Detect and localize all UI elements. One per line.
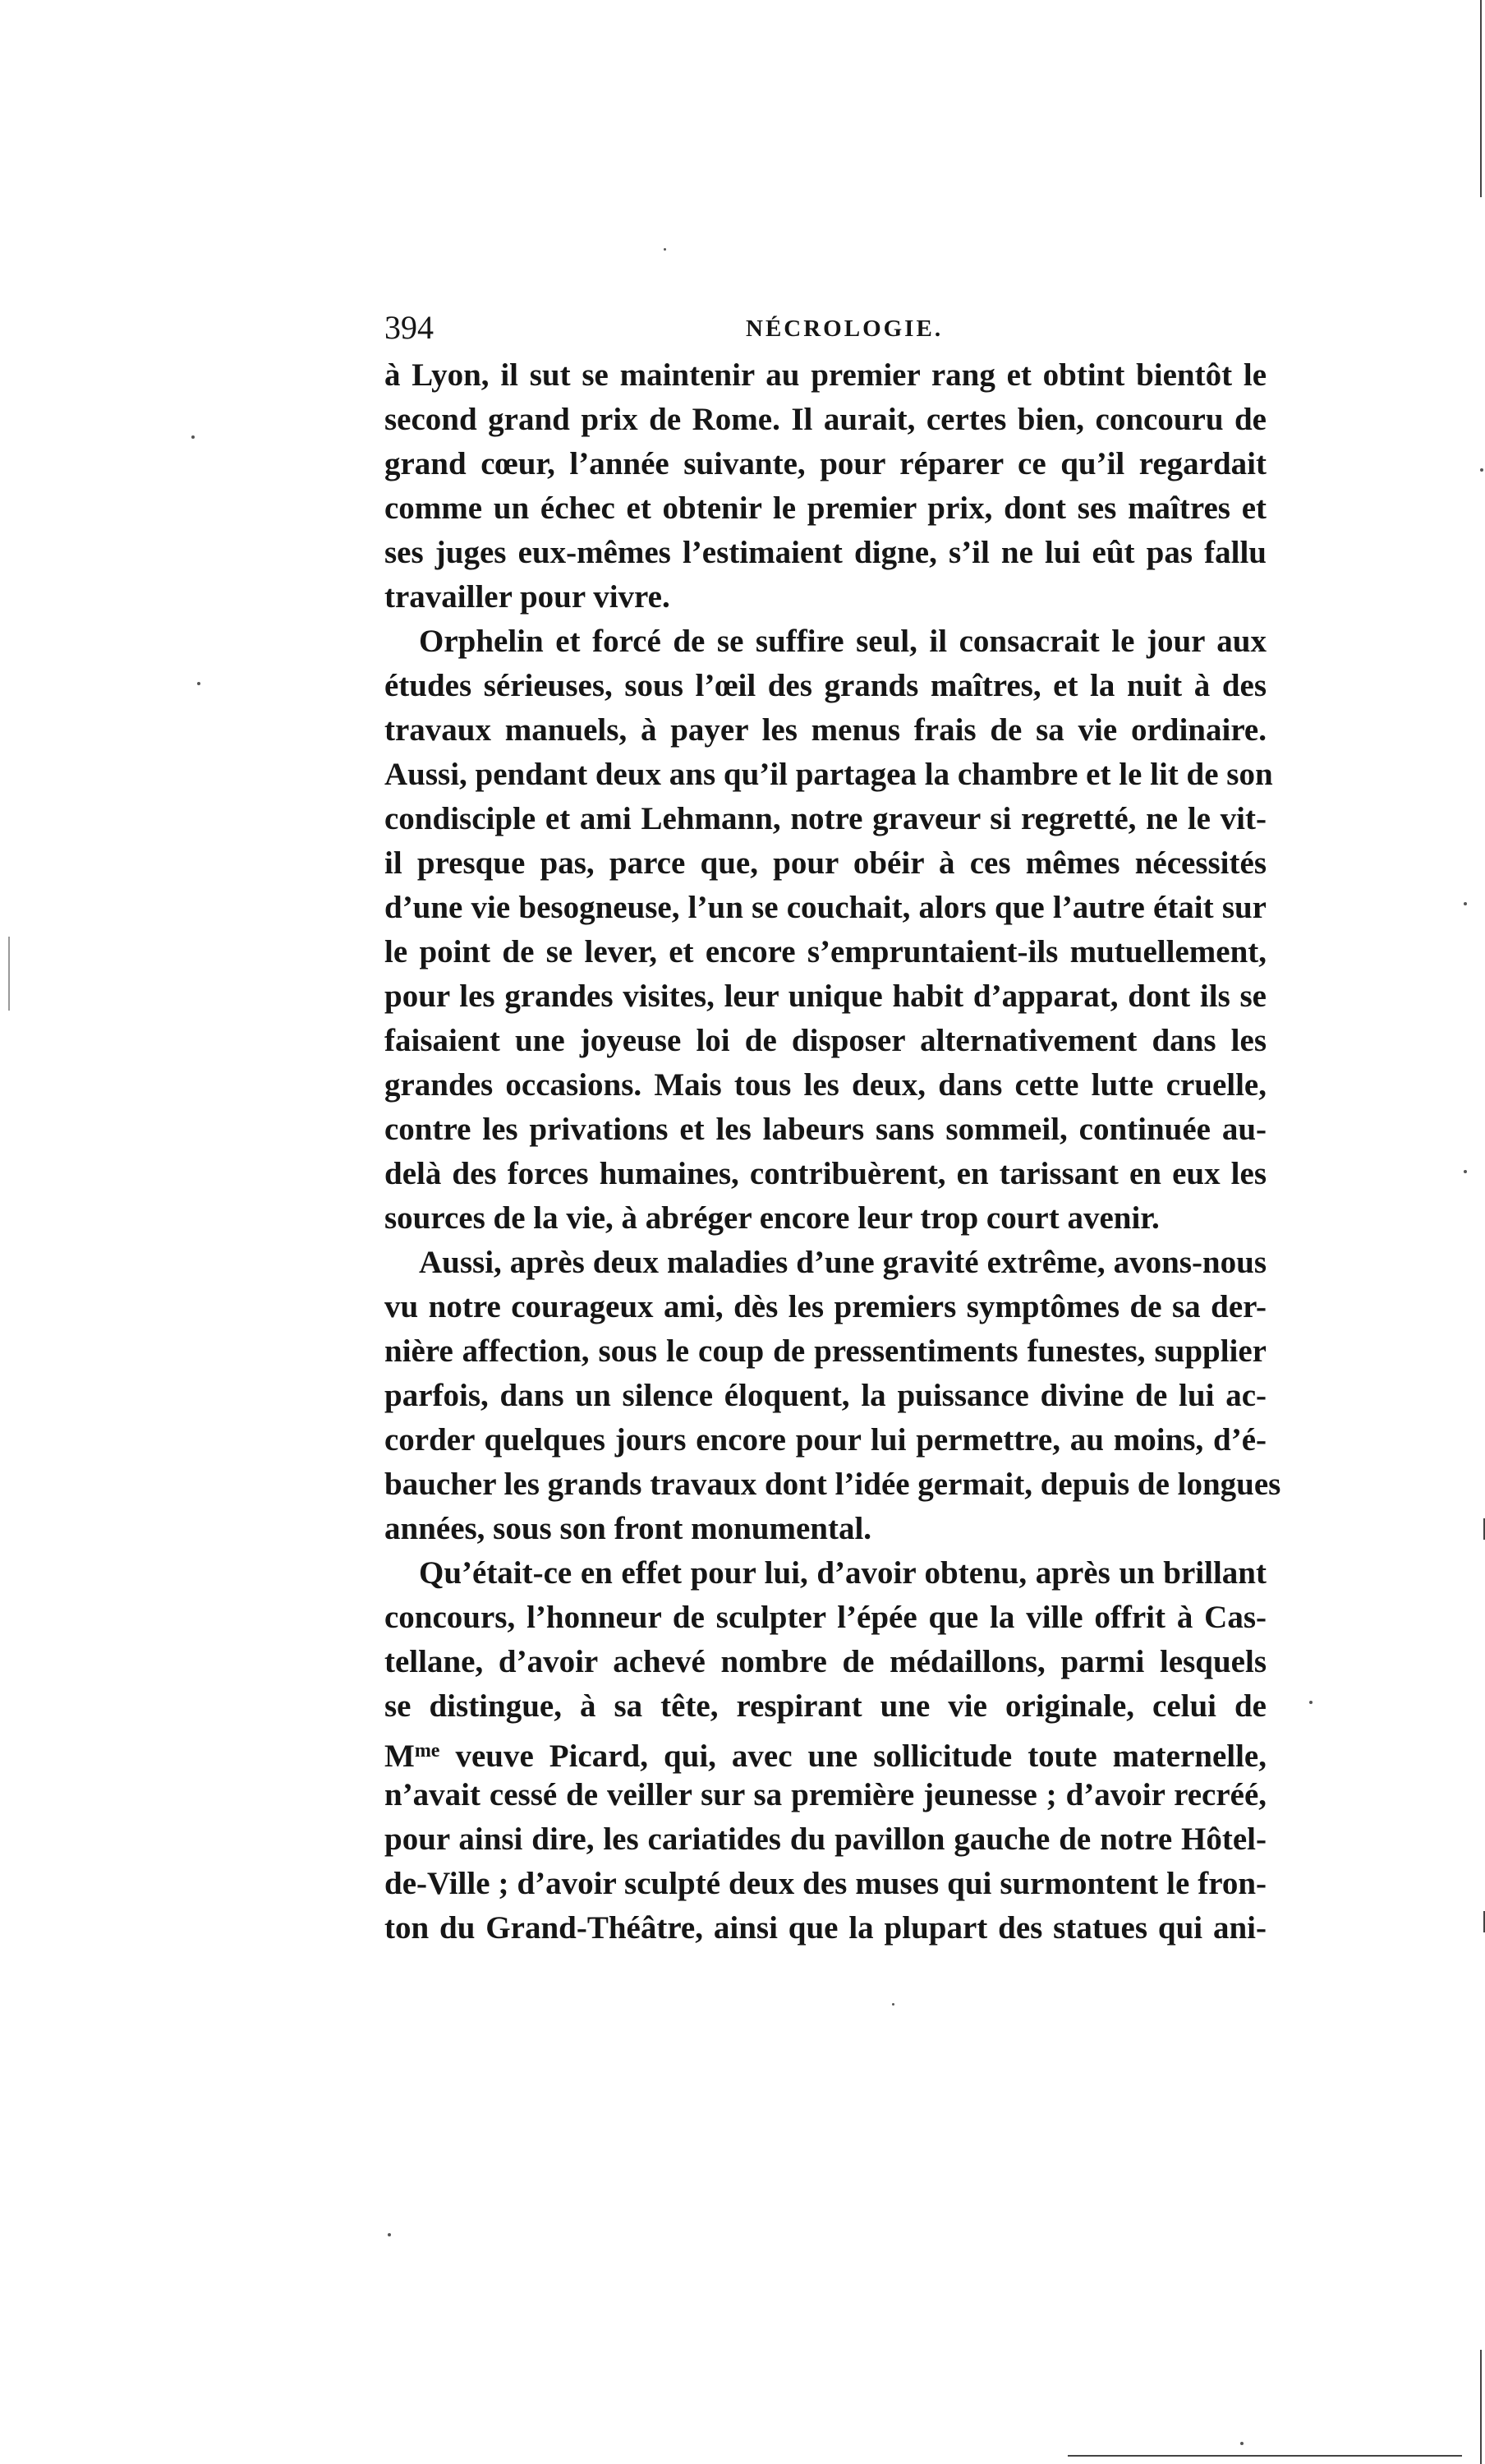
text-line: Aussi, après deux maladies d’une gravité extrême, avons-nous — [419, 1245, 1267, 1280]
text-line: se distingue, à sa tête, respirant une vie originale, celui de — [384, 1688, 1267, 1724]
text-line: faisaient une joyeuse loi de disposer alternativement dans les — [384, 1023, 1267, 1058]
scan-edge-line — [1480, 0, 1482, 197]
running-head: NÉCROLOGIE. — [746, 315, 944, 342]
text-line: ton du Grand-Théâtre, ainsi que la plupart des statues qui ani- — [384, 1910, 1267, 1946]
text-line: contre les privations et les labeurs sans sommeil, continuée au- — [384, 1112, 1267, 1147]
mme-m: M — [384, 1739, 415, 1774]
text-line: Qu’était-ce en effet pour lui, d’avoir obtenu, après un brillant — [419, 1555, 1267, 1591]
scan-speck — [664, 248, 666, 251]
text-line: d’une vie besogneuse, l’un se couchait, alors que l’autre était sur — [384, 890, 1267, 925]
scan-speck — [1240, 2442, 1244, 2445]
text-line: baucher les grands travaux dont l’idée germait, depuis de longues — [384, 1467, 1281, 1502]
text-line: Orphelin et forcé de se suffire seul, il consacrait le jour aux — [419, 624, 1267, 659]
text-line: n’avait cessé de veiller sur sa première jeunesse ; d’avoir recréé, — [384, 1777, 1267, 1812]
text-line: nière affection, sous le coup de pressentiments funestes, supplier — [384, 1333, 1267, 1369]
text-line: delà des forces humaines, contribuèrent, en tarissant en eux les — [384, 1156, 1267, 1191]
text-line — [384, 1729, 1267, 1773]
page-header — [384, 307, 1267, 348]
text-line: concours, l’honneur de sculpter l’épée que la ville offrit à Cas- — [384, 1600, 1267, 1635]
scan-margin-mark — [8, 937, 10, 1011]
text-line: grandes occasions. Mais tous les deux, dans cette lutte cruelle, — [384, 1067, 1267, 1103]
text-line: pour les grandes visites, leur unique habit d’apparat, dont ils se — [384, 979, 1267, 1014]
scan-speck — [1309, 1701, 1313, 1704]
text-line: comme un échec et obtenir le premier prix, dont ses maîtres et — [384, 490, 1267, 526]
scan-speck — [1464, 1170, 1467, 1173]
text-line: études sérieuses, sous l’œil des grands maîtres, et la nuit à des — [384, 668, 1267, 703]
scan-speck — [1480, 468, 1483, 472]
text-line: parfois, dans un silence éloquent, la puissance divine de lui ac- — [384, 1378, 1267, 1413]
text-line: il presque pas, parce que, pour obéir à ces mêmes nécessités — [384, 845, 1267, 881]
paragraph-1 — [384, 353, 1267, 619]
text-line: ses juges eux-mêmes l’estimaient digne, s’il ne lui eût pas fallu — [384, 535, 1267, 570]
mme-rest: veuve Picard, qui, avec une sollicitude toute maternelle, — [439, 1739, 1267, 1774]
text-line: travailler pour vivre. — [384, 579, 670, 615]
text-line: corder quelques jours encore pour lui permettre, au moins, d’é- — [384, 1422, 1267, 1458]
text-line: à Lyon, il sut se maintenir au premier rang et obtint bientôt le — [384, 357, 1267, 393]
text-line: vu notre courageux ami, dès les premiers symptômes de sa der- — [384, 1289, 1267, 1324]
body-text — [384, 353, 1281, 1950]
text-line: années, sous son front monumental. — [384, 1511, 872, 1546]
text-line: Aussi, pendant deux ans qu’il partagea la chambre et le lit de son — [384, 757, 1273, 792]
paragraph-4 — [384, 1551, 1267, 1950]
paragraph-3 — [384, 1241, 1281, 1551]
text-line: de-Ville ; d’avoir sculpté deux des muses qui surmontent le fron- — [384, 1866, 1267, 1901]
scan-edge-line — [1068, 2455, 1462, 2457]
text-line: le point de se lever, et encore s’empruntaient-ils mutuellement, — [384, 934, 1267, 969]
text-line: tellane, d’avoir achevé nombre de médaillons, parmi lesquels — [384, 1644, 1267, 1679]
scan-speck — [892, 2003, 894, 2006]
text-line: grand cœur, l’année suivante, pour réparer ce qu’il regardait — [384, 446, 1267, 481]
text-line: condisciple et ami Lehmann, notre graveur si regretté, ne le vit- — [384, 801, 1267, 836]
scan-speck — [388, 2233, 391, 2236]
mme-superscript: me — [414, 1740, 440, 1762]
text-line: sources de la vie, à abréger encore leur trop court avenir. — [384, 1200, 1160, 1236]
text-line: pour ainsi dire, les cariatides du pavillon gauche de notre Hôtel- — [384, 1822, 1267, 1857]
text-line: travaux manuels, à payer les menus frais de sa vie ordinaire. — [384, 712, 1267, 748]
scan-speck — [1464, 902, 1467, 905]
scan-edge-line — [1480, 2350, 1482, 2464]
scan-speck — [197, 682, 200, 685]
text-line: second grand prix de Rome. Il aurait, certes bien, concouru de — [384, 402, 1267, 437]
page-number: 394 — [384, 309, 434, 346]
scan-speck — [191, 435, 195, 439]
paragraph-2 — [384, 619, 1273, 1241]
